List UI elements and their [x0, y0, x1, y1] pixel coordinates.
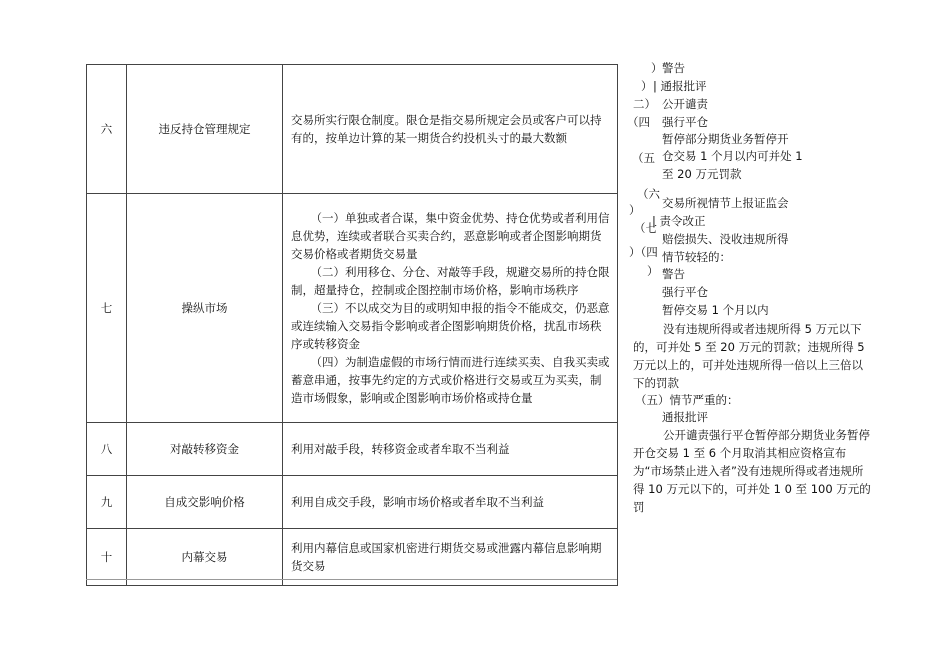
enum-marker: ）（四 — [629, 245, 658, 259]
enum-marker: ） — [641, 79, 653, 93]
penalty-paragraph: 没有违规所得或者违规所得 5 万元以下的，可并处 5 至 20 万元的罚款；违规所得 5 万元以上的，可并处违规所得一倍以上三倍以下的罚款 — [633, 322, 865, 390]
penalty-line: 通报批评 — [662, 410, 708, 424]
table-row — [87, 423, 618, 476]
violation-description — [283, 423, 618, 475]
violation-description — [283, 194, 618, 422]
row-number: 八 — [87, 423, 127, 475]
enum-marker: ） — [647, 264, 659, 278]
violation-description — [283, 65, 618, 193]
penalty-line: 暂停部分期货业务暂停开 — [662, 132, 789, 146]
description-paragraph: 利用内幕信息或国家机密进行期货交易或泄露内幕信息影响期货交易 — [291, 541, 602, 573]
penalty-line: 交易所视情节上报证监会 — [662, 196, 789, 210]
enum-marker: 二） — [633, 97, 656, 111]
enum-marker: ） — [629, 203, 641, 217]
row-number: 六 — [87, 65, 127, 193]
enum-marker: （七 — [634, 221, 657, 235]
penalty-line: 强行平仓 — [662, 285, 708, 299]
table-bottom-rule — [86, 579, 617, 580]
penalty-line: 仓交易 1 个月以内可并处 1 — [662, 149, 803, 163]
enum-marker: （四 — [627, 115, 650, 129]
penalty-line: 至 20 万元罚款 — [662, 167, 742, 181]
violation-table — [86, 64, 618, 586]
violation-description — [283, 529, 618, 585]
description-paragraph: 利用对敲手段，转移资金或者牟取不当利益 — [291, 442, 510, 456]
violation-description — [283, 476, 618, 528]
penalty-line: 情节较轻的： — [662, 250, 731, 264]
row-number: 十 — [87, 529, 127, 585]
description-paragraph: （三）不以成交为目的或明知申报的指令不能成交，仍恶意或连续输入交易指令影响或者企图影响期货价格，扰乱市场秩序或转移资金 — [291, 301, 610, 351]
description-paragraph: 交易所实行限仓制度。限仓是指交易所规定会员或客户可以持有的，按单边计算的某一期货合约投机头寸的最大数额 — [291, 113, 602, 145]
description-paragraph: 利用自成交手段，影响市场价格或者牟取不当利益 — [291, 495, 544, 509]
violation-name: 对敲转移资金 — [127, 423, 283, 475]
penalty-line: 公开谴责 — [662, 97, 708, 111]
violation-name: 内幕交易 — [127, 529, 283, 585]
enum-marker: （六 — [637, 187, 660, 201]
penalty-line: 赔偿损失、没收违规所得 — [662, 232, 789, 246]
violation-name: 违反持仓管理规定 — [127, 65, 283, 193]
table-row — [87, 529, 618, 586]
enum-marker: ） — [651, 61, 663, 75]
description-paragraph: （二）利用移仓、分仓、对敲等手段，规避交易所的持仓限制，超量持仓，控制或企图控制市场价格，影响市场秩序 — [291, 265, 610, 297]
table-row — [87, 194, 618, 423]
row-number: 九 — [87, 476, 127, 528]
row-number: 七 — [87, 194, 127, 422]
penalty-paragraph: 公开谴责强行平仓暂停部分期货业务暂停开仓交易 1 至 6 个月取消其相应资格宣布为“市场禁止进入者”没有违规所得或者违规所得 10 万元以下的，可并处 1 0 至 100 万元的罚 — [633, 428, 871, 514]
violation-name: 自成交影响价格 — [127, 476, 283, 528]
enum-marker: （五 — [632, 151, 655, 165]
table-row — [87, 65, 618, 194]
description-paragraph: （一）单独或者合谋，集中资金优势、持仓优势或者利用信息优势，连续或者联合买卖合约，恶意影响或者企图影响期货交易价格或者期货交易量 — [291, 211, 610, 261]
violation-name: 操纵市场 — [127, 194, 283, 422]
penalty-line: 强行平仓 — [662, 115, 708, 129]
description-paragraph: （四）为制造虚假的市场行情而进行连续买卖、自我买卖或蓄意串通，按事先约定的方式或价格进行交易或互为买卖，制造市场假象，影响或企图影响市场价格或持仓量 — [291, 355, 610, 405]
table-row — [87, 476, 618, 529]
penalty-line: 暂停交易 1 个月以内 — [662, 303, 769, 317]
penalty-line: | 责令改正 — [652, 214, 706, 228]
penalty-line: 警告 — [662, 267, 685, 281]
penalty-line: 警告 — [662, 61, 685, 75]
penalty-heading: （五）情节严重的： — [635, 393, 739, 407]
penalty-line: | 通报批评 — [653, 79, 707, 93]
